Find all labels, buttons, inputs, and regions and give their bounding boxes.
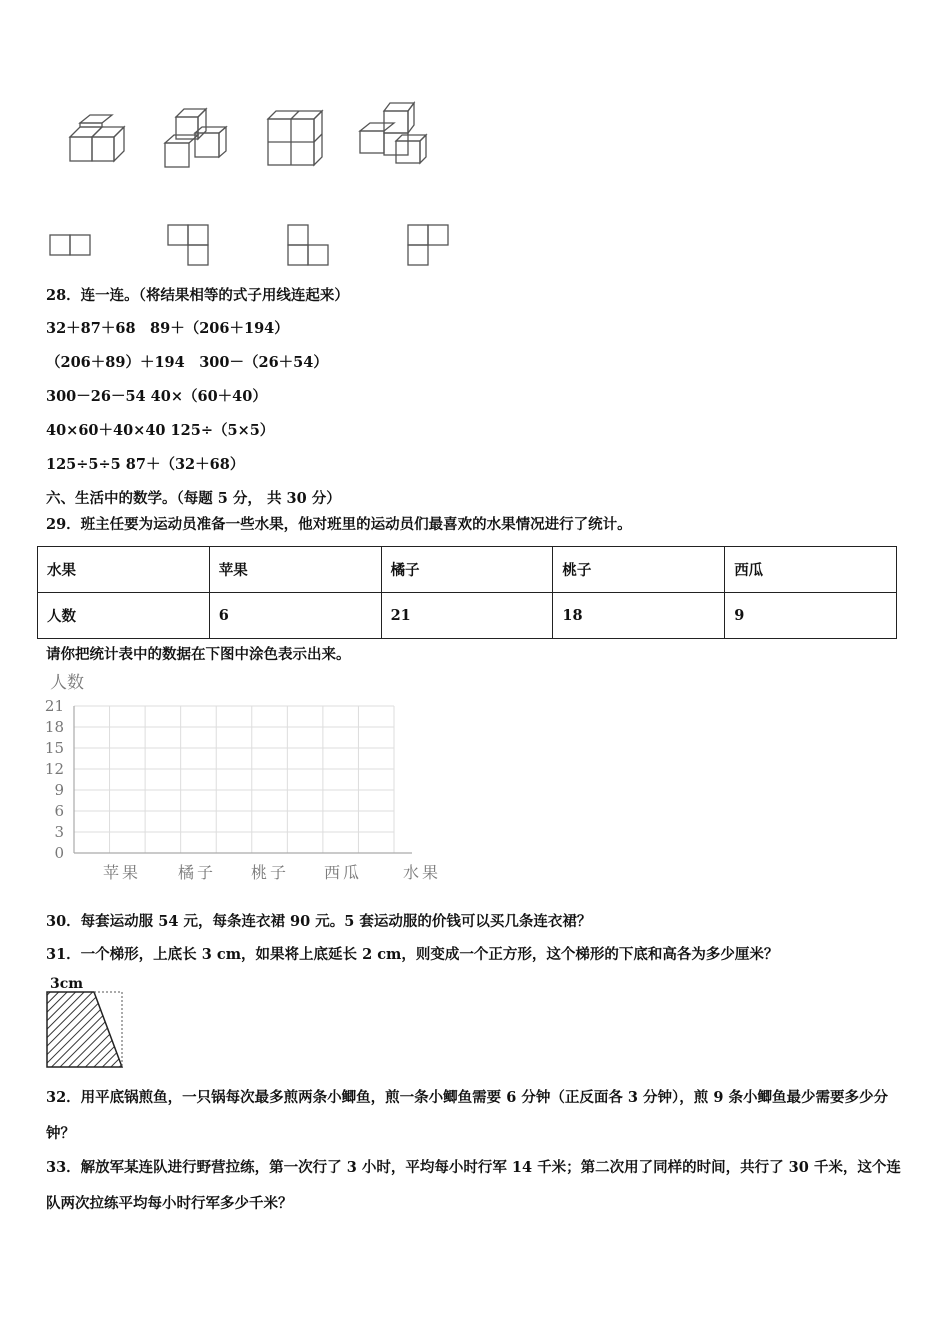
table-cell: 橘子	[381, 547, 553, 593]
q28-row-3: 300－26－54 40×（60＋40）	[46, 388, 267, 405]
table-cell: 桃子	[553, 547, 725, 593]
view-figure-1	[50, 235, 90, 255]
q33-text: 33．解放军某连队进行野营拉练，第一次行了 3 小时，平均每小时行军 14 千米；第二次用了同样的时间，共行了 30 千米，这个连队两次拉练平均每小时行军多少千米？	[46, 1159, 901, 1212]
section6-title: 六、生活中的数学。（每题 5 分， 共 30 分）	[46, 490, 341, 507]
trapezoid-figure	[44, 972, 134, 1072]
bar-chart	[30, 668, 450, 888]
x-category-label: 苹果	[102, 863, 142, 882]
table-cell: 21	[381, 593, 553, 639]
cube-figures	[40, 95, 470, 275]
q28-row-5: 125÷5÷5 87＋（32＋68）	[46, 456, 245, 473]
x-category-label: 桃子	[250, 863, 290, 882]
y-tick-label: 21	[44, 697, 64, 715]
view-figure-4	[408, 225, 448, 265]
solid-figure-3	[268, 111, 322, 165]
q31-text: 31．一个梯形，上底长 3 cm，如果将上底延长 2 cm，则变成一个正方形，这个梯形的下底和高各为多少厘米？	[46, 946, 779, 963]
table-cell: 苹果	[209, 547, 381, 593]
q28-title: 28．连一连。（将结果相等的式子用线连起来）	[46, 287, 349, 304]
x-axis-label: 水果	[402, 863, 442, 882]
fruit-table	[37, 546, 897, 639]
view-figure-2	[168, 225, 208, 265]
trapezoid-label: 3cm	[50, 976, 84, 992]
table-row	[38, 593, 897, 639]
solid-figure-2	[165, 109, 226, 167]
table-cell: 9	[725, 593, 897, 639]
y-tick-label: 18	[44, 718, 64, 736]
q28-row-1: 32＋87＋68 89＋（206＋194）	[46, 320, 289, 337]
table-cell: 6	[209, 593, 381, 639]
x-category-label: 西瓜	[323, 863, 363, 882]
y-tick-label: 3	[54, 823, 64, 841]
table-cell: 水果	[38, 547, 210, 593]
view-figure-3	[288, 225, 328, 265]
x-category-label: 橘子	[177, 863, 217, 882]
solid-figure-4	[360, 103, 426, 163]
table-cell: 人数	[38, 593, 210, 639]
y-tick-label: 9	[54, 781, 64, 799]
q29-title: 29．班主任要为运动员准备一些水果，他对班里的运动员们最喜欢的水果情况进行了统计。	[46, 516, 632, 533]
q30-text: 30．每套运动服 54 元，每条连衣裙 90 元。5 套运动服的价钱可以买几条连衣裙？	[46, 913, 592, 930]
y-tick-label: 12	[44, 760, 64, 778]
table-cell: 西瓜	[725, 547, 897, 593]
table-cell: 18	[553, 593, 725, 639]
table-header-row	[38, 547, 897, 593]
y-tick-label: 0	[54, 844, 64, 862]
q29-instruction: 请你把统计表中的数据在下图中涂色表示出来。	[46, 646, 351, 663]
solid-figure-1	[70, 115, 124, 161]
q32-text: 32．用平底锅煎鱼，一只锅每次最多煎两条小鲫鱼，煎一条小鲫鱼需要 6 分钟（正反面各 3 分钟），煎 9 条小鲫鱼最少需要多少分钟？	[46, 1089, 888, 1142]
y-axis-label: 人数	[50, 673, 84, 693]
q28-row-2: （206＋89）＋194 300－（26＋54）	[46, 354, 328, 371]
y-tick-label: 15	[44, 739, 64, 757]
q28-row-4: 40×60＋40×40 125÷（5×5）	[46, 422, 275, 439]
y-tick-label: 6	[54, 802, 64, 820]
